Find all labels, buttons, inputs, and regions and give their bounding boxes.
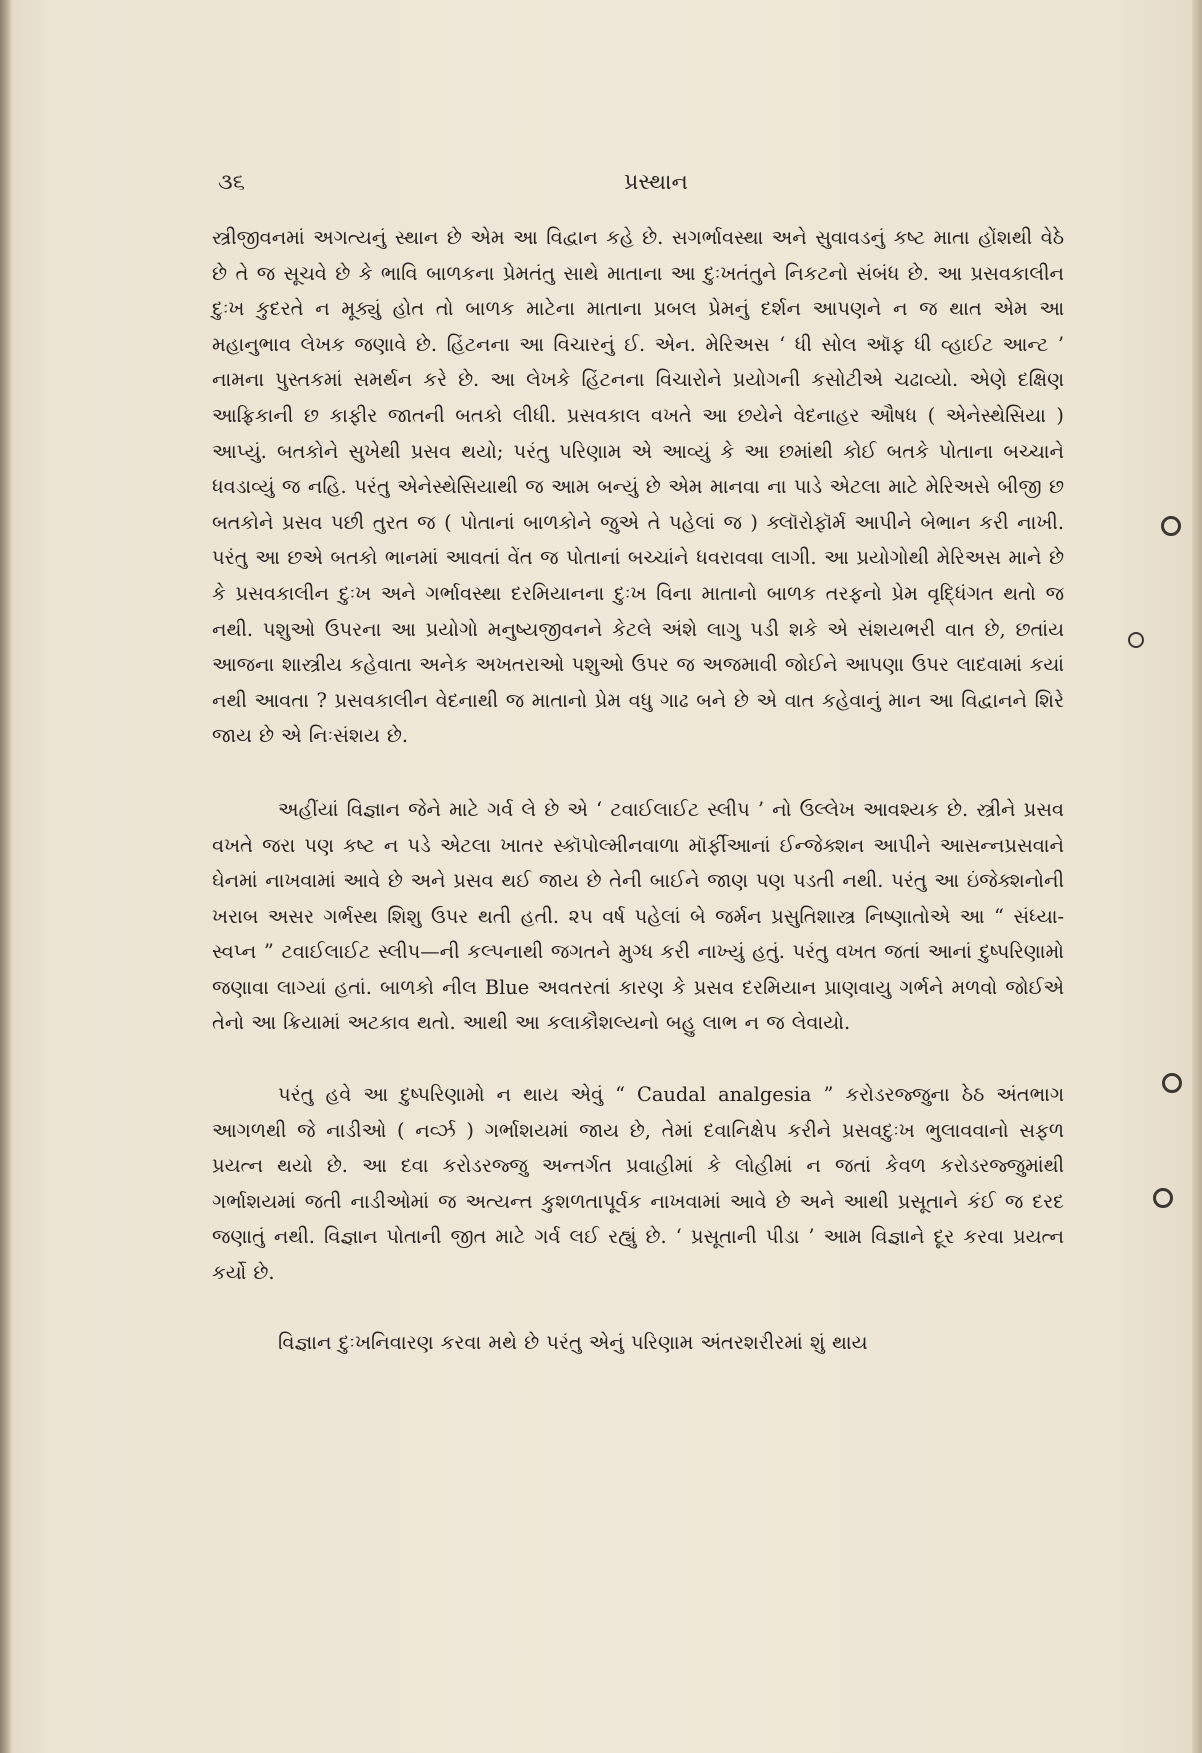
punch-hole-icon	[1128, 632, 1144, 648]
paragraph-twilight-sleep: અહીંયાં વિજ્ઞાન જેને માટે ગર્વ લે છે એ ‘ ટવાઈલાઈટ સ્લીપ ’ નો ઉલ્લેખ આવશ્યક છે. સ્ત્રીને પ્રસવ વખતે જરા પણ કષ્ટ ન પડે એટલા ખાતર સ્કૉપોલ્મીનવાળા મૉર્ફીઆનાં ઈન્જેક્શન આપીને આસન્નપ્રસવાને ઘેનમાં નાખવામાં આવે છે અને પ્રસવ થઈ જાય છે તેની બાઈને જાણ પણ પડતી નથી. પરંતુ આ ઇંજેક્શનોની ખરાબ અસર ગર્ભસ્થ શિશુ ઉપર થતી હતી. ૨૫ વર્ષ પહેલાં બે જર્મન પ્રસુતિશાસ્ત્ર નિષ્ણાતોએ આ “ સંધ્યા-સ્વપ્ન ” ટવાઈલાઈટ સ્લીપ—ની કલ્પનાથી જગતને મુગ્ધ કરી નાખ્યું હતું. પરંતુ વખત જતાં આનાં દુષ્પરિણામો જણાવા લાગ્યાં હતાં. બાળકો નીલ Blue અવતરતાં કારણ કે પ્રસવ દરમિયાન પ્રાણવાયુ ગર્ભને મળવો જોઈએ તેનો આ ક્રિયામાં અટકાવ થતો. આથી આ કલાકૌશલ્યનો બહુ લાભ ન જ લેવાયો.	[212, 797, 1064, 1035]
page-header	[218, 166, 1058, 206]
paragraph-continued: સ્ત્રીજીવનમાં અગત્યનું સ્થાન છે એમ આ વિદ્વાન કહે છે. સગર્ભાવસ્થા અને સુવાવડનું કષ્ટ માતા હોંશથી વેઠે છે તે જ સૂચવે છે કે ભાવિ બાળકના પ્રેમતંતુ સાથે માતાના આ દુઃખતંતુને નિકટનો સંબંધ છે. આ પ્રસવકાલીન દુઃખ કુદરતે ન મૂક્યું હોત તો બાળક માટેના માતાના પ્રબલ પ્રેમનું દર્શન આપણને ન જ થાત એમ આ મહાનુભાવ લેખક જણાવે છે. હિંટનના આ વિચારનું ઈ. એન. મેરિઅસ ‘ ધી સોલ ઑફ ધી વ્હાઈટ આન્ટ ’ નામના પુસ્તકમાં સમર્થન કરે છે. આ લેખકે હિંટનના વિચારોને પ્રયોગની કસોટીએ ચઢાવ્યો. એણે દક્ષિણ આફ્રિકાની છ કાફીર જાતની બતકો લીધી. પ્રસવકાલ વખતે આ છયેને વેદનાહર ઔષધ ( એનેસ્થેસિયા ) આપ્યું. બતકોને સુખેથી પ્રસવ થયો; પરંતુ પરિણામ એ આવ્યું કે આ છમાંથી કોઈ બતકે પોતાના બચ્ચાને ધવડાવ્યું જ નહિ. પરંતુ એનેસ્થેસિયાથી જ આમ બન્યું છે એમ માનવા ના પાડે એટલા માટે મેરિઅસે બીજી છ બતકોને પ્રસવ પછી તુરત જ ( પોતાનાં બાળકોને જુએ તે પહેલાં જ ) ક્લૉરોફૉર્મ આપીને બેભાન કરી નાખી. પરંતુ આ છએ બતકો ભાનમાં આવતાં વેંત જ પોતાનાં બચ્ચાંને ધવરાવવા લાગી. આ પ્રયોગોથી મેરિઅસ માને છે કે પ્રસવકાલીન દુઃખ અને ગર્ભાવસ્થા દરમિયાનના દુઃખ વિના માતાનો બાળક તરફનો પ્રેમ વૃદ્ધિંગત થતો જ નથી. પશુઓ ઉપરના આ પ્રયોગો મનુષ્યજીવનને કેટલે અંશે લાગુ પડી શકે એ સંશયભરી વાત છે, છતાંય આજના શાસ્ત્રીય કહેવાતા અનેક અખતરાઓ પશુઓ ઉપર જ અજમાવી જોઈને આપણા ઉપર લાદવામાં કયાં નથી આવતા ? પ્રસવકાલીન વેદનાથી જ માતાનો પ્રેમ વધુ ગાઢ બને છે એ વાત કહેવાનું માન આ વિદ્વાનને શિરે જાય છે એ નિઃસંશય છે.	[212, 226, 1064, 748]
page-binding-shadow	[0, 0, 12, 1753]
punch-hole-icon	[1162, 1073, 1182, 1093]
punch-hole-icon	[1161, 516, 1181, 536]
running-head: પ્રસ્થાન	[624, 170, 688, 195]
punch-hole-icon	[1153, 1188, 1173, 1208]
paragraph-closing-line: વિજ્ઞાન દુઃખનિવારણ કરવા મથે છે પરંતુ એનું પરિણામ અંતરશરીરમાં શું થાય	[278, 1330, 868, 1354]
page-body	[212, 220, 1064, 1360]
paragraph-caudal-analgesia: પરંતુ હવે આ દુષ્પરિણામો ન થાય એવું “ Caudal analgesia ” કરોડરજ્જુના ઠેઠ અંતભાગ આગળથી જે નાડીઓ ( નર્વ્ઝ ) ગર્ભાશયમાં જાય છે, તેમાં દવાનિક્ષેપ કરીને પ્રસવદુઃખ ભુલાવવાનો સફળ પ્રયત્ન થયો છે. આ દવા કરોડરજ્જુ અન્તર્ગત પ્રવાહીમાં કે લોહીમાં ન જતાં કેવળ કરોડરજ્જુમાંથી ગર્ભાશયમાં જતી નાડીઓમાં જ અત્યન્ત કુશળતાપૂર્વક નાખવામાં આવે છે અને આથી પ્રસૂતાને કંઈ જ દરદ જણાતું નથી. વિજ્ઞાન પોતાની જીત માટે ગર્વ લઈ રહ્યું છે. ‘ પ્રસૂતાની પીડા ’ આમ વિજ્ઞાને દૂર કરવા પ્રયત્ન કર્યો છે.	[212, 1083, 1064, 1285]
page-number: ૩૬	[218, 170, 245, 195]
page-edge-shadow	[1192, 0, 1202, 1753]
